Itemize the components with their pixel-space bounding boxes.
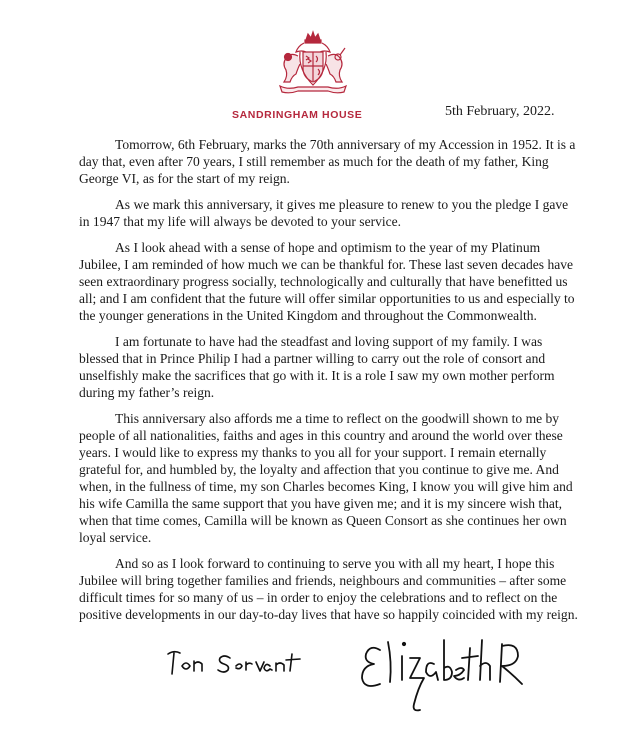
paragraph: As I look ahead with a sense of hope and optimism to the year of my Platinum Jubilee, I am reminded of how much we can be thankful for. These last seven decades have seen extraordinary progress socially, technologically and culturally that have benefitted us all; and I am confident that the future will offer similar opportunities to us and especially to the younger generations in the United Kingdom and throughout the Commonwealth. <box>79 240 575 323</box>
paragraph: As we mark this anniversary, it gives me pleasure to renew to you the pledge I gave in 1947 that my life will always be devoted to your service. <box>79 197 569 229</box>
handwritten-signoff <box>160 644 320 684</box>
handwritten-signature <box>358 634 528 720</box>
letter-body <box>79 136 581 632</box>
paragraph: Tomorrow, 6th February, marks the 70th anniversary of my Accession in 1952. It is a day that, even after 70 years, I still remember as much for the death of my father, King George VI, as for the start of my reign. <box>79 137 576 186</box>
paragraph: And so as I look forward to continuing to serve you with all my heart, I hope this Jubilee will bring together families and friends, neighbours and communities – after some difficult times for so many of us – in order to enjoy the celebrations and to reflect on the positive developments in our day-to-day lives that have so happily coincided with my reign. <box>79 556 578 622</box>
letter-date: 5th February, 2022. <box>445 104 555 119</box>
paragraph: I am fortunate to have had the steadfast and loving support of my family. I was blessed that in Prince Philip I had a partner willing to carry out the role of consort and unselfishly make the sacrifices that go with it. It is a role I saw my own mother perform during my father’s reign. <box>79 334 555 400</box>
paragraph: This anniversary also affords me a time to reflect on the goodwill shown to me by people of all nationalities, faiths and ages in this country and around the world over these years. I would like to express my thanks to you all for your support. I remain eternally grateful for, and humbled by, the loyalty and affection that you continue to give me. And when, in the fullness of time, my son Charles becomes King, I know you will give him and his wife Camilla the same support that you have given me; and it is my sincere wish that, when that time comes, Camilla will be known as Queen Consort as she continues her own loyal service. <box>79 411 573 545</box>
royal-coat-of-arms-icon <box>268 30 358 96</box>
letterhead-address: SANDRINGHAM HOUSE <box>232 109 363 121</box>
